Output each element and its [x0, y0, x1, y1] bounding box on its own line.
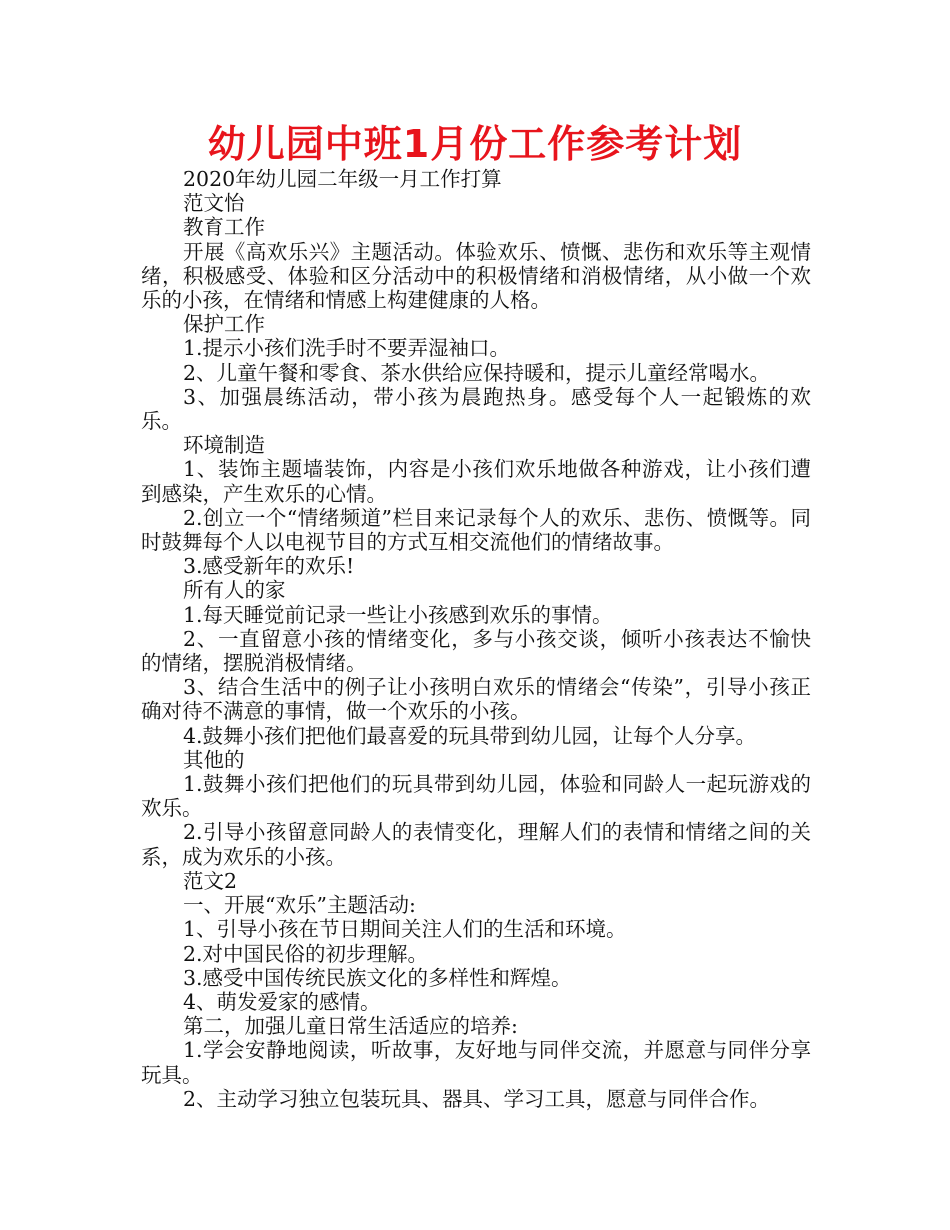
paragraph: 1.学会安静地阅读，听故事，友好地与同伴交流，并愿意与同伴分享玩具。 — [141, 1038, 811, 1087]
paragraph: 1.每天睡觉前记录一些让小孩感到欢乐的事情。 — [183, 602, 613, 627]
document-body — [141, 167, 811, 1111]
section-heading: 所有人的家 — [183, 578, 286, 603]
document-title: 幼儿园中班1月份工作参考计划 — [207, 122, 743, 166]
paragraph: 1、装饰主题墙装饰，内容是小孩们欢乐地做各种游戏，让小孩们遭到感染，产生欢乐的心情。 — [141, 457, 811, 506]
paragraph: 3.感受中国传统民族文化的多样性和辉煌。 — [183, 965, 572, 990]
paragraph: 一、开展“欢乐”主题活动: — [183, 893, 416, 918]
paragraph: 3.感受新年的欢乐! — [183, 554, 355, 579]
paragraph: 1.提示小孩们洗手时不要弄湿袖口。 — [183, 336, 511, 361]
paragraph: 2020年幼儿园二年级一月工作打算 — [183, 167, 502, 191]
paragraph: 2.创立一个“情绪频道”栏目来记录每个人的欢乐、悲伤、愤慨等。同时鼓舞每个人以电视节目的方式互相交流他们的情绪故事。 — [141, 505, 811, 555]
section-heading: 保护工作 — [183, 312, 265, 337]
paragraph: 2.对中国民俗的初步理解。 — [183, 941, 429, 966]
paragraph: 2、儿童午餐和零食、茶水供给应保持暖和，提示儿童经常喝水。 — [183, 360, 771, 385]
paragraph: 2.引导小孩留意同龄人的表情变化，理解人们的表情和情绪之间的关系，成为欢乐的小孩。 — [141, 820, 811, 869]
paragraph: 3、结合生活中的例子让小孩明白欢乐的情绪会“传染”，引导小孩正确对待不满意的事情，做一个欢乐的小孩。 — [141, 675, 811, 724]
paragraph: 4、萌发爱家的感情。 — [183, 989, 381, 1014]
section-heading: 环境制造 — [183, 433, 265, 458]
paragraph: 2、主动学习独立包装玩具、器具、学习工具，愿意与同伴合作。 — [183, 1086, 771, 1111]
paragraph: 2、一直留意小孩的情绪变化，多与小孩交谈，倾听小孩表达不愉快的情绪，摆脱消极情绪。 — [141, 626, 811, 676]
section-heading: 教育工作 — [183, 215, 265, 240]
paragraph: 1、引导小孩在节日期间关注人们的生活和环境。 — [183, 917, 627, 942]
section-heading: 范文2 — [183, 868, 238, 893]
paragraph: 开展《高欢乐兴》主题活动。体验欢乐、愤慨、悲伤和欢乐等主观情绪，积极感受、体验和区分活动中的积极情绪和消极情绪，从小做一个欢乐的小孩，在情绪和情感上构建健康的人格。 — [141, 239, 811, 313]
paragraph: 第二，加强儿童日常生活适应的培养: — [183, 1014, 518, 1039]
section-heading: 其他的 — [183, 747, 245, 772]
paragraph: 范文怡 — [183, 191, 245, 216]
paragraph: 4.鼓舞小孩们把他们最喜爱的玩具带到幼儿园，让每个人分享。 — [183, 723, 757, 748]
paragraph: 3、加强晨练活动，带小孩为晨跑热身。感受每个人一起锻炼的欢乐。 — [141, 384, 811, 434]
paragraph: 1.鼓舞小孩们把他们的玩具带到幼儿园，体验和同龄人一起玩游戏的欢乐。 — [141, 772, 811, 821]
